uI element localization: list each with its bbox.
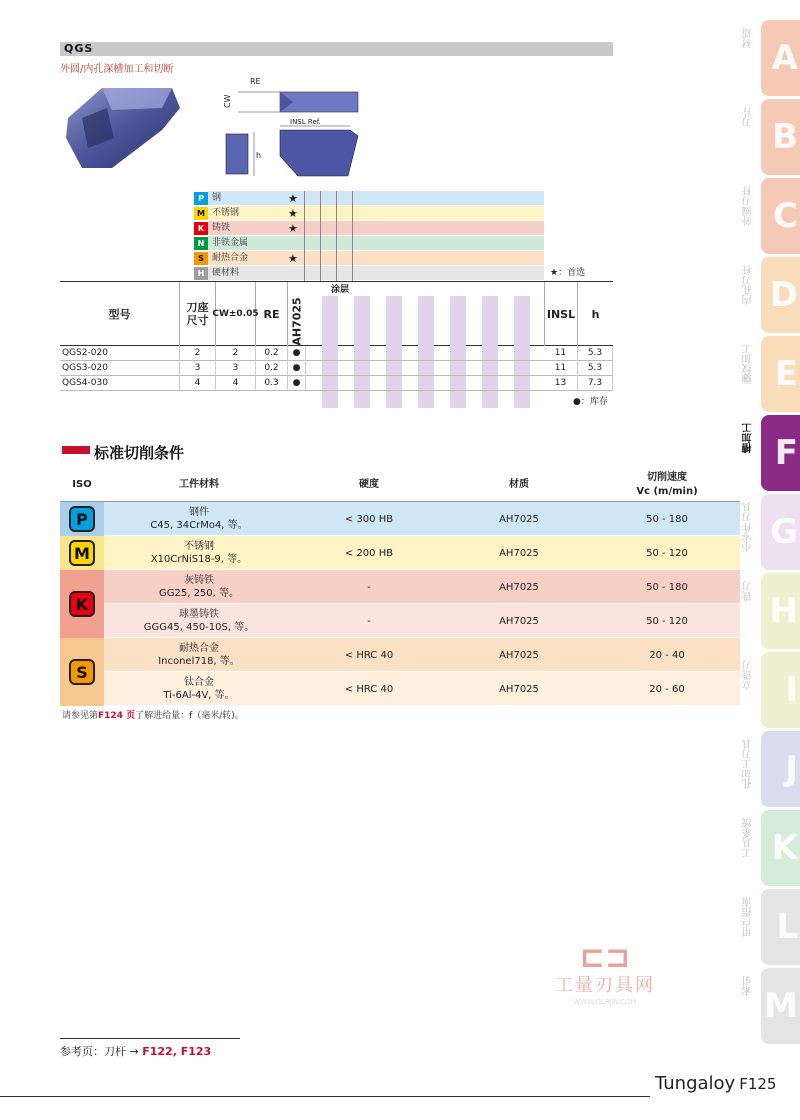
- chapter-tab-k[interactable]: [743, 810, 800, 886]
- watermark-url: WWW.GLRJW.COM: [573, 998, 637, 1006]
- spec-table: [60, 281, 613, 391]
- model-subtitle: 外圆/内孔深槽加工和切断: [60, 64, 174, 75]
- iso-group: [60, 502, 740, 536]
- material-code-badge: K: [194, 222, 208, 235]
- chapter-tab-label: 材质: [743, 28, 754, 48]
- h-label: h: [256, 151, 262, 160]
- chapter-tab-letter: L: [776, 907, 798, 947]
- chapter-tab-l[interactable]: [743, 889, 800, 965]
- header-insl: INSL: [544, 282, 578, 346]
- chapter-tab-label: 用户指南: [743, 897, 754, 937]
- cell-model: QGS2-020: [60, 346, 180, 361]
- cell-insl: 13: [544, 376, 578, 391]
- header-cw: CW±0.05: [216, 282, 256, 346]
- brand-name: Tungaloy: [655, 1073, 736, 1094]
- cell-speed: 50 - 180: [646, 581, 688, 593]
- table-row: [60, 361, 613, 376]
- iso-group: [60, 536, 740, 570]
- cell-stock: ●: [288, 361, 306, 376]
- condition-row: [60, 502, 740, 536]
- cell-stock: ●: [288, 346, 306, 361]
- cell-grade: AH7025: [499, 683, 539, 695]
- table-row: [60, 376, 613, 391]
- watermark-logo-icon: ⊏⊐: [579, 940, 631, 975]
- grid-line: [336, 206, 337, 221]
- speed-label: 切削速度: [647, 472, 687, 483]
- header-model: 型号: [60, 282, 180, 346]
- watermark-text: 工量刃具网: [555, 975, 655, 996]
- iso-cell: [60, 638, 104, 706]
- grid-line: [336, 266, 337, 281]
- grid-line: [320, 206, 321, 221]
- cell-speed: 50 - 180: [646, 513, 688, 525]
- cell-hardness: < HRC 40: [344, 683, 394, 695]
- chapter-tab-j[interactable]: [743, 731, 800, 807]
- material-example: C45, 34CrMo4, 等。: [150, 520, 248, 531]
- cell-h: 7.3: [578, 376, 613, 391]
- iso-badge: K: [69, 591, 95, 617]
- cell-holder: 2: [180, 346, 216, 361]
- chapter-tab-i[interactable]: [743, 652, 800, 728]
- grid-line: [352, 191, 353, 206]
- material-row: [192, 266, 544, 281]
- cell-hardness: < 300 HB: [344, 513, 394, 525]
- chapter-tab-letter: I: [785, 670, 798, 710]
- material-name: 钢件: [189, 507, 209, 518]
- iso-cell: [60, 502, 104, 536]
- cell-stock: ●: [288, 376, 306, 391]
- chapter-tab-label: 小零件刀具: [743, 502, 754, 552]
- grid-line: [352, 206, 353, 221]
- cell-insl: 11: [544, 346, 578, 361]
- chapter-tab-h[interactable]: [743, 573, 800, 649]
- material-code-badge: S: [194, 252, 208, 265]
- header-grade: 材质: [509, 479, 529, 490]
- cell-material: [104, 536, 294, 570]
- header-re: RE: [256, 282, 288, 346]
- cell-insl: 11: [544, 361, 578, 376]
- grid-line: [320, 266, 321, 281]
- feed-note: 请参见第F124 页了解进给量：f（毫米/转)。: [62, 711, 244, 721]
- cell-material: [104, 638, 294, 672]
- material-code-badge: H: [194, 267, 208, 280]
- table-row: [60, 346, 613, 361]
- material-example: X10CrNiS18-9, 等。: [150, 554, 248, 565]
- cell-material: [104, 502, 294, 536]
- chapter-tab-d[interactable]: [743, 257, 800, 333]
- grid-line: [304, 266, 305, 281]
- material-name: 钛合金: [184, 677, 214, 688]
- cell-hardness: -: [367, 581, 371, 593]
- cell-grade: AH7025: [499, 649, 539, 661]
- material-row: [192, 236, 544, 251]
- chapter-tab-label: 铣刀: [743, 581, 754, 601]
- material-row: [192, 221, 544, 236]
- chapter-tab-f[interactable]: [743, 415, 800, 491]
- iso-group: [60, 570, 740, 638]
- grid-line: [304, 236, 305, 251]
- chapter-tab-label: 索引: [743, 976, 754, 996]
- chapter-tab-m[interactable]: [743, 968, 800, 1044]
- chapter-tab-letter: J: [785, 749, 798, 789]
- grid-line: [304, 251, 305, 266]
- chapter-tab-b[interactable]: [743, 99, 800, 175]
- header-hardness: 硬度: [359, 479, 379, 490]
- footer-rule: [0, 1096, 650, 1097]
- material-star: ★: [288, 192, 298, 205]
- chapter-tab-e[interactable]: [743, 336, 800, 412]
- chapter-tab-letter: F: [774, 433, 798, 473]
- grid-line: [320, 221, 321, 236]
- chapter-tab-label: 孔加工刀具: [743, 739, 754, 789]
- header-speed: [594, 468, 740, 502]
- section-title-mark: [62, 446, 90, 454]
- material-name: 灰铸铁: [184, 575, 214, 586]
- cell-material: [104, 604, 294, 638]
- watermark: [535, 940, 675, 1012]
- cell-cw: 3: [216, 361, 256, 376]
- material-row: [192, 191, 544, 206]
- material-name: 铸铁: [212, 223, 231, 233]
- condition-row: [60, 570, 740, 604]
- header-grade: AH7025: [290, 296, 304, 346]
- cell-grade: AH7025: [499, 581, 539, 593]
- chapter-tab-c[interactable]: [743, 178, 800, 254]
- cell-grade: AH7025: [499, 513, 539, 525]
- insert-drawing: [218, 76, 368, 182]
- material-star: ★: [288, 252, 298, 265]
- cell-hardness: -: [367, 615, 371, 627]
- stock-legend: ●：库存: [573, 397, 608, 407]
- cell-speed: 50 - 120: [646, 615, 688, 627]
- insert-image: [62, 78, 182, 173]
- cell-cw: 4: [216, 376, 256, 391]
- iso-cell: [60, 536, 104, 570]
- material-name: 不锈钢: [184, 541, 214, 552]
- cell-model: QGS4-030: [60, 376, 180, 391]
- chapter-tab-letter: K: [771, 828, 798, 868]
- material-name: 非铁金属: [212, 238, 249, 248]
- grid-line: [304, 191, 305, 206]
- header-coating: 涂层: [330, 285, 349, 295]
- material-name: 不锈钢: [212, 208, 240, 218]
- chapter-tab-label: 刀片: [743, 107, 754, 127]
- material-star: ★: [288, 222, 298, 235]
- grid-line: [352, 236, 353, 251]
- iso-badge: P: [69, 506, 95, 532]
- chapter-tab-label: 螺纹加工: [743, 344, 754, 384]
- material-example: GGG45, 450-10S, 等。: [143, 622, 255, 633]
- header-iso: ISO: [72, 479, 92, 490]
- reference-pages: 参考页：刀杆 → F122, F123: [60, 1038, 240, 1059]
- chapter-tab-letter: B: [772, 117, 798, 157]
- insl-label: INSL Ref.: [290, 118, 321, 126]
- cell-material: [104, 672, 294, 706]
- conditions-header: [60, 468, 740, 502]
- iso-group: [60, 638, 740, 706]
- cell-speed: 20 - 40: [649, 649, 685, 661]
- material-example: Ti-6Al-4V, 等。: [163, 690, 235, 701]
- cell-holder: 4: [180, 376, 216, 391]
- chapter-tab-g[interactable]: [743, 494, 800, 570]
- feed-note-page[interactable]: F124 页: [98, 711, 136, 721]
- cell-hardness: < HRC 40: [344, 649, 394, 661]
- iso-badge: S: [69, 659, 95, 685]
- cell-h: 5.3: [578, 346, 613, 361]
- material-row: [192, 206, 544, 221]
- condition-row: [60, 536, 740, 570]
- speed-unit: Vc (m/min): [636, 486, 698, 497]
- material-name: 钢: [212, 193, 222, 203]
- material-list: [192, 191, 544, 281]
- grid-line: [352, 251, 353, 266]
- condition-row: [60, 638, 740, 672]
- cell-hardness: < 200 HB: [344, 547, 394, 559]
- condition-row: [60, 672, 740, 706]
- re-label: RE: [250, 77, 261, 86]
- header-material: 工件材料: [179, 479, 219, 490]
- grid-line: [320, 191, 321, 206]
- cutting-conditions-table: [60, 468, 740, 706]
- cell-speed: 20 - 60: [649, 683, 685, 695]
- model-header-bar: [60, 42, 613, 56]
- header-h: h: [591, 307, 600, 321]
- material-star: ★: [288, 207, 298, 220]
- cell-model: QGS3-020: [60, 361, 180, 376]
- chapter-tab-letter: C: [773, 196, 798, 236]
- cw-label: CW: [223, 94, 232, 108]
- chapter-tab-letter: H: [769, 591, 798, 631]
- cell-cw: 2: [216, 346, 256, 361]
- grid-line: [320, 236, 321, 251]
- cell-grade: AH7025: [499, 615, 539, 627]
- cell-re: 0.3: [256, 376, 288, 391]
- grid-line: [352, 266, 353, 281]
- cell-h: 5.3: [578, 361, 613, 376]
- star-legend: ★：首选: [550, 268, 586, 278]
- grid-line: [304, 221, 305, 236]
- chapter-tab-letter: G: [770, 512, 798, 552]
- iso-badge: M: [69, 540, 95, 566]
- cell-material: [104, 570, 294, 604]
- cell-re: 0.2: [256, 346, 288, 361]
- chapter-tab-letter: A: [771, 38, 798, 78]
- grid-line: [320, 251, 321, 266]
- chapter-tab-a[interactable]: [743, 20, 800, 96]
- chapter-tab-letter: D: [769, 275, 798, 315]
- page-number: F125: [739, 1075, 777, 1093]
- grid-line: [336, 236, 337, 251]
- chapter-tab-label: 槽加工: [743, 423, 754, 453]
- chapter-tab-label: 内孔刀杆: [743, 265, 754, 305]
- material-row: [192, 251, 544, 266]
- cell-speed: 50 - 120: [646, 547, 688, 559]
- material-code-badge: P: [194, 192, 208, 205]
- header-holder: 刀座 尺寸: [180, 282, 216, 346]
- model-title: QGS: [64, 42, 94, 55]
- grid-line: [336, 251, 337, 266]
- material-name: 耐热合金: [179, 643, 219, 654]
- chapter-tab-label: 外圆刀杆: [743, 186, 754, 226]
- iso-cell: [60, 570, 104, 638]
- condition-row: [60, 604, 740, 638]
- grid-line: [304, 206, 305, 221]
- grid-line: [352, 221, 353, 236]
- chapter-tab-label: 立铣刀: [743, 660, 754, 690]
- chapter-tab-letter: E: [774, 354, 798, 394]
- grid-line: [336, 191, 337, 206]
- grid-line: [336, 221, 337, 236]
- material-example: Inconel718, 等。: [158, 656, 240, 667]
- chapter-tab-letter: M: [764, 986, 798, 1026]
- cell-re: 0.2: [256, 361, 288, 376]
- footer-brand: [655, 1073, 776, 1094]
- cell-holder: 3: [180, 361, 216, 376]
- material-name: 球墨铸铁: [179, 609, 219, 620]
- material-name: 硬材料: [212, 268, 240, 278]
- material-code-badge: N: [194, 237, 208, 250]
- material-example: GG25, 250, 等。: [158, 588, 240, 599]
- material-name: 耐热合金: [212, 253, 249, 263]
- material-code-badge: M: [194, 207, 208, 220]
- chapter-tab-label: 工具系统: [743, 818, 754, 858]
- spec-table-header: [60, 282, 613, 346]
- cell-grade: AH7025: [499, 547, 539, 559]
- reference-page-links[interactable]: F122, F123: [142, 1045, 212, 1058]
